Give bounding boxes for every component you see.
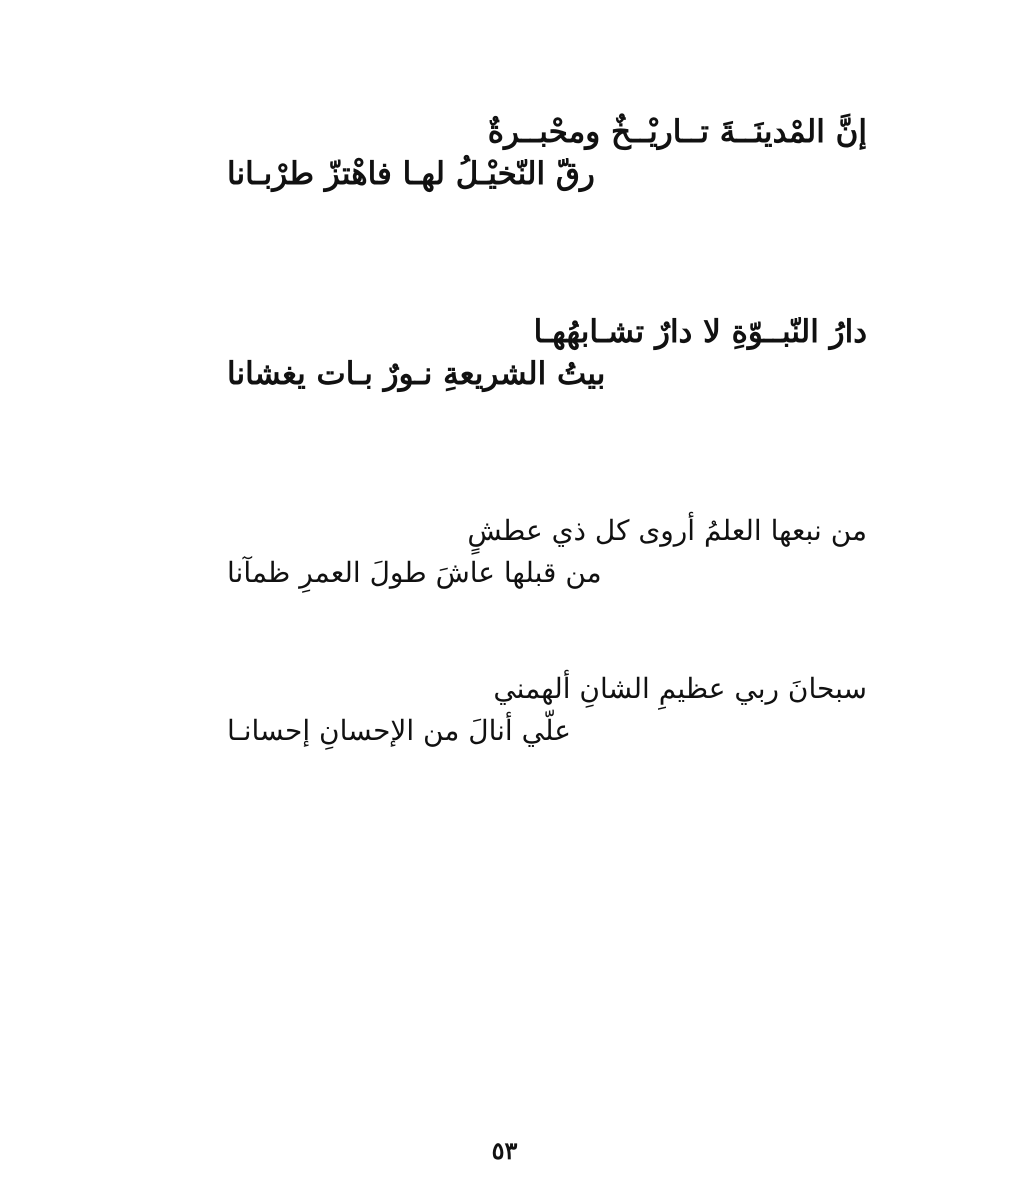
verse-line: من قبلها عاشَ طولَ العمرِ ظمآنا bbox=[227, 556, 602, 589]
verse-line: من نبعها العلمُ أروى كل ذي عطشٍ bbox=[467, 514, 867, 547]
poem-stanza bbox=[227, 668, 867, 752]
verse-line: بيتُ الشريعةِ نـورٌ بـات يغشانا bbox=[227, 355, 606, 392]
verse-line: دارُ النّبــوّةِ لا دارٌ تشـابهُهـا bbox=[533, 314, 867, 350]
verse-line: علّي أنالَ من الإحسانِ إحسانـا bbox=[227, 714, 571, 747]
verse-line: إنَّ المْدينَــةَ تــاريْــخٌ ومحْبــرةٌ bbox=[487, 114, 867, 150]
page-number: ٥٣ bbox=[491, 1136, 518, 1165]
verse-line: رقّ النّخيْـلُ لهـا فاهْتزّ طرْبـانا bbox=[227, 155, 595, 192]
poem-stanza bbox=[227, 112, 867, 196]
verse-line: سبحانَ ربي عظيمِ الشانِ ألهمني bbox=[493, 672, 867, 705]
poem-stanza bbox=[227, 312, 867, 396]
poem-stanza bbox=[227, 510, 867, 594]
